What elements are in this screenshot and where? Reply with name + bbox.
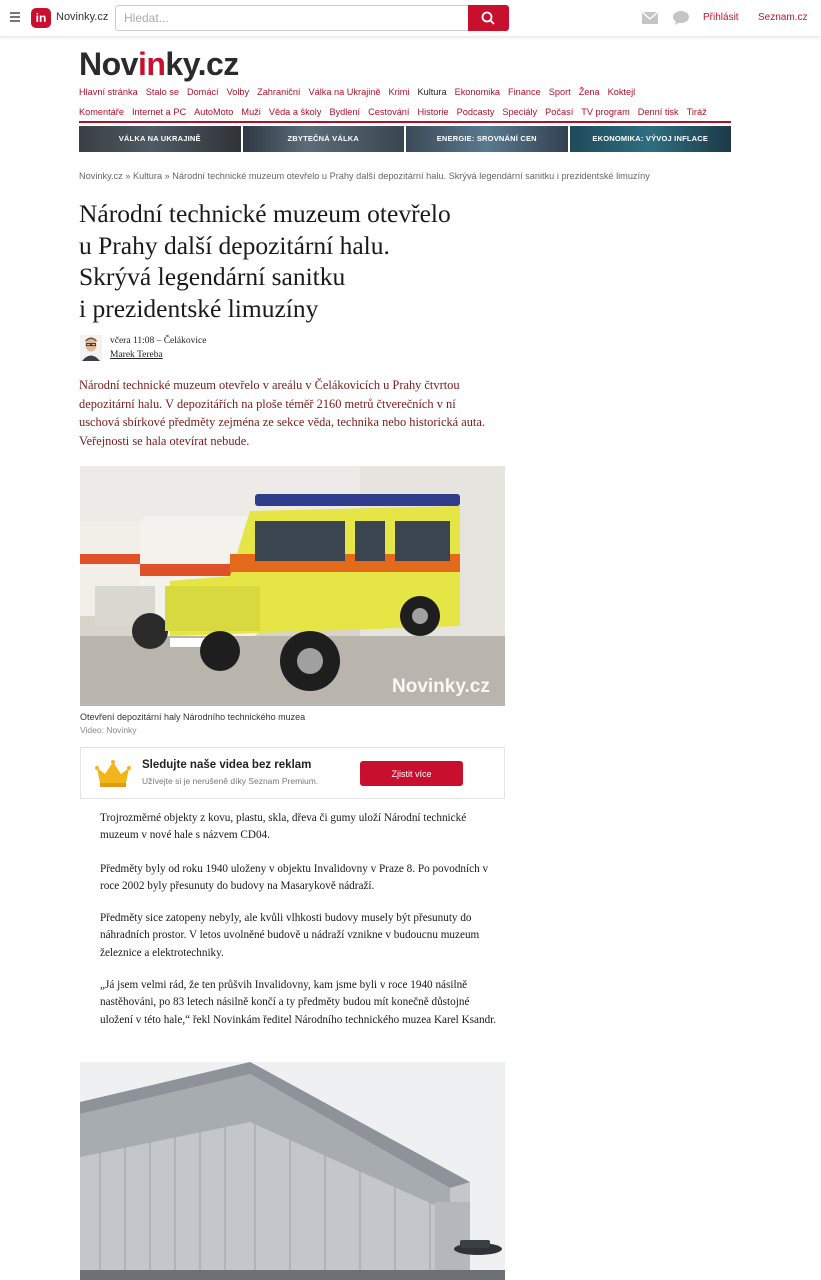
author-link[interactable]: Marek Tereba	[110, 350, 163, 360]
topic-banner[interactable]: EKONOMIKA: VÝVOJ INFLACE	[570, 126, 732, 152]
nav-row-secondary	[79, 107, 715, 117]
nav-link[interactable]: Tiráž	[686, 107, 707, 117]
article-photo-hall[interactable]	[80, 1062, 505, 1280]
top-bar	[0, 0, 821, 36]
breadcrumb-separator: »	[122, 171, 133, 181]
nav-divider	[79, 121, 731, 123]
nav-link[interactable]: Komentáře	[79, 107, 124, 117]
nav-link[interactable]: Ekonomika	[454, 87, 501, 97]
learn-more-button[interactable]: Zjistit více	[360, 761, 463, 786]
nav-link[interactable]: Cestování	[368, 107, 410, 117]
title-line: Skrývá legendární sanitku	[79, 262, 346, 291]
crown-icon	[95, 758, 131, 788]
article-paragraph: Trojrozměrné objekty z kovu, plastu, skla, dřeva či gumy uloží Národní technické muzeum v nové hale s názvem CD04.	[100, 812, 467, 842]
breadcrumb-home[interactable]: Novinky.cz	[79, 171, 123, 181]
menu-icon[interactable]	[10, 12, 20, 22]
nav-link[interactable]: Sport	[548, 87, 571, 97]
title-line: u Prahy další depozitární halu.	[79, 230, 390, 260]
article-title	[79, 198, 509, 324]
article-video[interactable]	[80, 466, 505, 706]
topic-banners	[79, 126, 731, 152]
nav-link[interactable]: Podcasty	[456, 107, 495, 117]
topic-banner[interactable]: ZBYTEČNÁ VÁLKA	[243, 126, 405, 152]
logo-part: Nov	[79, 46, 138, 82]
article-paragraph: Předměty sice zatopeny nebyly, ale kvůli vlhkosti budovy musely být přesunuty do náhradních prostor. V letos uvolněné budově u nádraží vznikne v budoucnu muzeum železnice a elektrotechniky.	[100, 912, 480, 959]
site-logo[interactable]	[79, 46, 239, 83]
search-button[interactable]	[468, 5, 509, 31]
seznam-link[interactable]: Seznam.cz	[758, 12, 808, 23]
nav-link[interactable]: Koktejl	[607, 87, 636, 97]
nav-link[interactable]: Internet a PC	[131, 107, 187, 117]
logo-accent: in	[137, 46, 166, 82]
breadcrumb-section[interactable]: Kultura	[132, 171, 163, 181]
nav-link[interactable]: Finance	[508, 87, 541, 97]
nav-link[interactable]: Hlavní stránka	[79, 87, 138, 97]
topic-banner[interactable]: VÁLKA NA UKRAJINĚ	[79, 126, 241, 152]
title-line: Národní technické muzeum otevřelo	[79, 199, 451, 228]
mail-icon[interactable]	[642, 12, 658, 24]
nav-link[interactable]: Válka na Ukrajině	[308, 87, 381, 97]
search-input[interactable]	[115, 5, 469, 31]
nav-link[interactable]: Speciály	[502, 107, 538, 117]
premium-promo	[80, 747, 505, 799]
video-watermark: Novinky.cz	[392, 676, 490, 697]
title-line: i prezidentské limuzíny	[79, 293, 319, 323]
logo-part: ky.cz	[165, 46, 239, 82]
promo-title: Sledujte naše videa bez reklam	[142, 759, 312, 771]
article-paragraph: „Já jsem velmi rád, že ten průšvih Invalidovny, kam jsme byli v roce 1940 násilně nastěhováni, po 83 letech násilně končí a ty předměty budou mít konečně důstojné uložení v této hale,“ řekl Novinkám ředitel Národního technického muzea Karel Ksandr.	[100, 979, 497, 1026]
nav-link[interactable]: Denní tisk	[637, 107, 679, 117]
novinky-app-logo[interactable]: in	[31, 8, 51, 28]
nav-link[interactable]: Kultura	[417, 87, 447, 97]
nav-link[interactable]: TV program	[581, 107, 630, 117]
nav-link[interactable]: Historie	[417, 107, 449, 117]
nav-link[interactable]: Krimi	[388, 87, 410, 97]
nav-link[interactable]: Žena	[578, 87, 600, 97]
brand-name[interactable]: Novinky.cz	[56, 11, 109, 23]
nav-link[interactable]: Počasí	[545, 107, 574, 117]
author-avatar[interactable]	[80, 335, 102, 361]
nav-link[interactable]: Zahraniční	[257, 87, 301, 97]
login-link[interactable]: Přihlásit	[703, 12, 739, 23]
nav-link[interactable]: Muži	[241, 107, 261, 117]
promo-subtitle: Užívejte si je nerušeně díky Seznam Premium.	[142, 776, 319, 786]
nav-link[interactable]: Volby	[226, 87, 250, 97]
chat-icon[interactable]	[673, 11, 689, 25]
nav-link[interactable]: Bydlení	[329, 107, 361, 117]
article-paragraph: Předměty byly od roku 1940 uloženy v objektu Invalidovny v Praze 8. Po povodních v roce 2002 byly přesunuty do budovy na Masarykově nádraží.	[100, 863, 489, 893]
breadcrumb-separator: »	[162, 171, 173, 181]
nav-link[interactable]: AutoMoto	[194, 107, 234, 117]
nav-row-primary	[79, 87, 643, 97]
nav-link[interactable]: Stalo se	[145, 87, 179, 97]
topic-banner[interactable]: ENERGIE: SROVNÁNÍ CEN	[406, 126, 568, 152]
photo-caption: Otevření depozitární haly Národního technického muzea	[80, 712, 306, 722]
nav-link[interactable]: Domácí	[186, 87, 219, 97]
breadcrumb-current: Národní technické muzeum otevřelo u Prahy další depozitární halu. Skrývá legendární sanitku i prezidentské limuzíny	[172, 171, 650, 181]
search-icon	[481, 11, 495, 25]
article-date-location: včera 11:08 – Čelákovice	[110, 336, 207, 346]
photo-credit: Video: Novinky	[80, 725, 137, 735]
article-perex: Národní technické muzeum otevřelo v areálu v Čelákovicích u Prahy čtvrtou depozitární halu. V depozitářích na ploše téměř 2160 metrů čtverečních v ní uschová sbírkové předměty zejména ze sekce věda, technika nebo historická auta. Veřejnosti se hala otevírat nebude.	[79, 378, 485, 448]
breadcrumb	[79, 171, 650, 181]
nav-link[interactable]: Věda a školy	[268, 107, 322, 117]
